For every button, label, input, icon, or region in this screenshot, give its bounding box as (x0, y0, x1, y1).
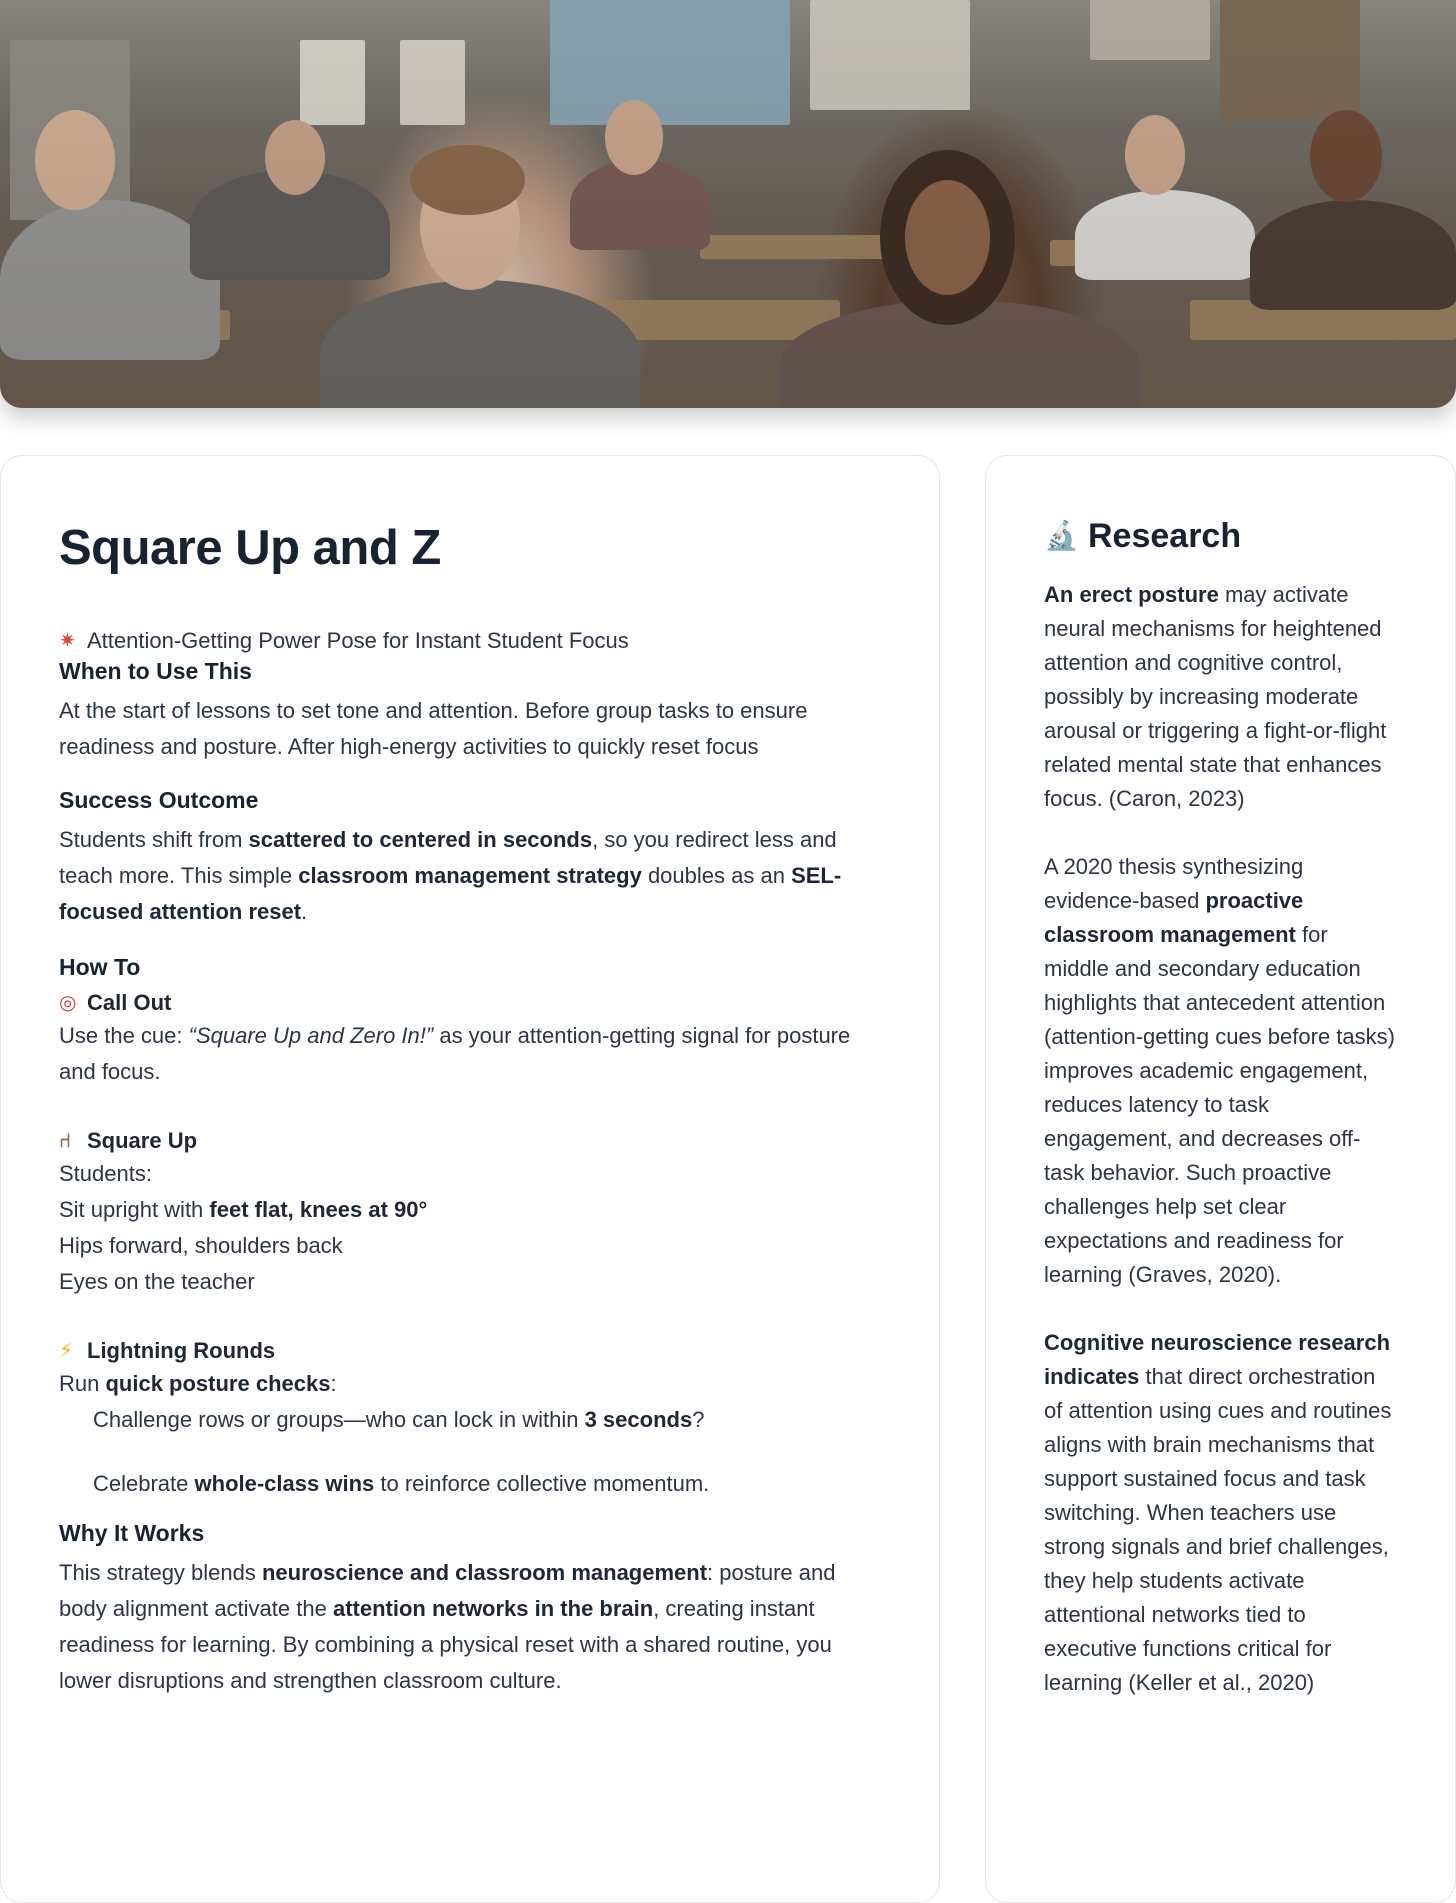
why-heading: Why It Works (59, 1520, 205, 1546)
target-icon: ◎ (59, 992, 77, 1014)
research-paragraph: A 2020 thesis synthesizing evidence-based proactive classroom management for middle and secondary education highlights that antecedent attention (attention-getting cues before tasks) improves academic engagement, reduces latency to task engagement, and decreases off-task behavior. Such proactive challenges help set clear expectations and readiness for learning (Graves, 2020). (1044, 854, 1395, 1287)
callout-heading: ◎ Call Out (59, 988, 881, 1018)
lightning-item: Challenge rows or groups—who can lock in within 3 seconds? (93, 1407, 705, 1432)
page-title: Square Up and Z (59, 521, 441, 575)
lightning-icon: ⚡ (59, 1340, 74, 1362)
tagline-text: Attention-Getting Power Pose for Instant Student Focus (87, 628, 629, 653)
research-heading: 🔬 Research (1044, 517, 1242, 555)
hero-overlay (0, 0, 1456, 408)
when-heading: When to Use This (59, 658, 252, 684)
lightning-run: Run quick posture checks: (59, 1371, 337, 1396)
strategy-card (0, 455, 940, 1903)
squareup-intro: Students: (59, 1161, 152, 1186)
chair-icon: ⑁ (59, 1130, 71, 1152)
why-text: This strategy blends neuroscience and classroom management: posture and body alignment activate the attention networks in the brain, creating instant readiness for learning. By combining a physical reset with a shared routine, you lower disruptions and strengthen classroom culture. (59, 1560, 836, 1693)
success-heading: Success Outcome (59, 787, 259, 813)
lightning-heading: ⚡ Lightning Rounds (59, 1336, 881, 1366)
lightning-item: Celebrate whole-class wins to reinforce collective momentum. (93, 1471, 710, 1496)
squareup-heading: ⑁ Square Up (59, 1126, 881, 1156)
howto-heading: How To (59, 954, 141, 980)
squareup-item: Sit upright with feet flat, knees at 90° (59, 1197, 428, 1222)
research-card (985, 455, 1456, 1903)
tagline (59, 626, 881, 656)
callout-text: Use the cue: “Square Up and Zero In!” as your attention-getting signal for posture and focus. (59, 1023, 851, 1084)
squareup-item: Hips forward, shoulders back (59, 1233, 343, 1258)
research-paragraph: An erect posture may activate neural mechanisms for heightened attention and cognitive control, possibly by increasing moderate arousal or triggering a fight-or-flight related mental state that enhances focus. (Caron, 2023) (1044, 582, 1387, 811)
success-text: Students shift from scattered to centered in seconds, so you redirect less and teach more. This simple classroom management strategy doubles as an SEL-focused attention reset. (59, 827, 842, 924)
when-text: At the start of lessons to set tone and attention. Before group tasks to ensure readiness and posture. After high-energy activities to quickly reset focus (59, 698, 808, 759)
squareup-item: Eyes on the teacher (59, 1269, 255, 1294)
research-paragraph: Cognitive neuroscience research indicates that direct orchestration of attention using cues and routines aligns with brain mechanisms that support sustained focus and task switching. When teachers use strong signals and brief challenges, they help students activate attentional networks tied to executive functions critical for learning (Keller et al., 2020) (1044, 1330, 1392, 1695)
hero-classroom-image (0, 0, 1456, 408)
microscope-icon: 🔬 (1044, 520, 1079, 551)
collision-icon: ✷ (59, 630, 76, 652)
